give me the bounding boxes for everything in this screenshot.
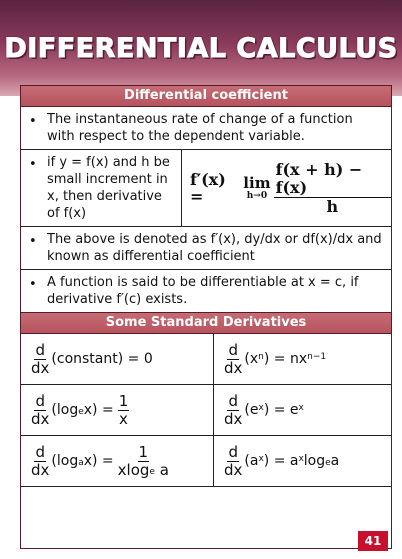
list-item xyxy=(21,150,391,227)
item-text: The instantaneous rate of change of a function with respect to the dependent variable. xyxy=(47,112,353,144)
item-text: A function is said to be differentiable at x = c, if derivative f′(c) exists. xyxy=(47,275,359,307)
page-title: DIFFERENTIAL CALCULUS xyxy=(4,33,398,64)
formula-fraction: $\frac{f(x + h) - f(x)}{h}$ xyxy=(274,161,391,216)
limit: lim h→0 xyxy=(243,173,271,201)
list-item xyxy=(21,270,391,312)
item-text: The above is denoted as f′(x), dy/dx or df(x)/dx and known as differential coefficient xyxy=(47,232,382,264)
blank-space xyxy=(21,487,391,551)
derivative-a-power-x: d dx (a $^x$ ) = a $^x$ log $_e$ a xyxy=(214,436,391,487)
item-text: if y = f(x) and h be small increment in x, then derivative of f(x) xyxy=(47,155,170,221)
formula-lhs: f′(x) = xyxy=(190,170,226,206)
section-heading-standard-derivatives: Some Standard Derivatives xyxy=(21,312,391,334)
derivative-log-base-a: d dx (log $_a$ x) = $\frac{1}{xlog_e a}$ xyxy=(21,436,214,487)
derivative-exponential: d dx (e $^x$ ) = e $^x$ xyxy=(214,385,391,436)
list-item xyxy=(21,107,391,150)
list-item xyxy=(21,227,391,270)
derivative-constant: d dx (constant) = 0 xyxy=(21,334,214,385)
bullet-icon: • xyxy=(29,277,37,292)
bullet-icon: • xyxy=(29,157,37,172)
section-heading-differential-coefficient: Differential coefficient xyxy=(21,86,391,107)
derivatives-table xyxy=(21,334,391,487)
content-card xyxy=(20,85,392,549)
bullet-icon: • xyxy=(29,114,37,129)
bullet-icon: • xyxy=(29,234,37,249)
derivative-natural-log: d dx (log $_e$ x) = $\frac{1}{x}$ xyxy=(21,385,214,436)
derivative-formula xyxy=(182,150,391,226)
definition-text-cell xyxy=(21,150,182,226)
derivative-power: d dx (x $^n$ ) = nx $^{n-1}$ xyxy=(214,334,391,385)
page-number: 41 xyxy=(358,531,388,551)
